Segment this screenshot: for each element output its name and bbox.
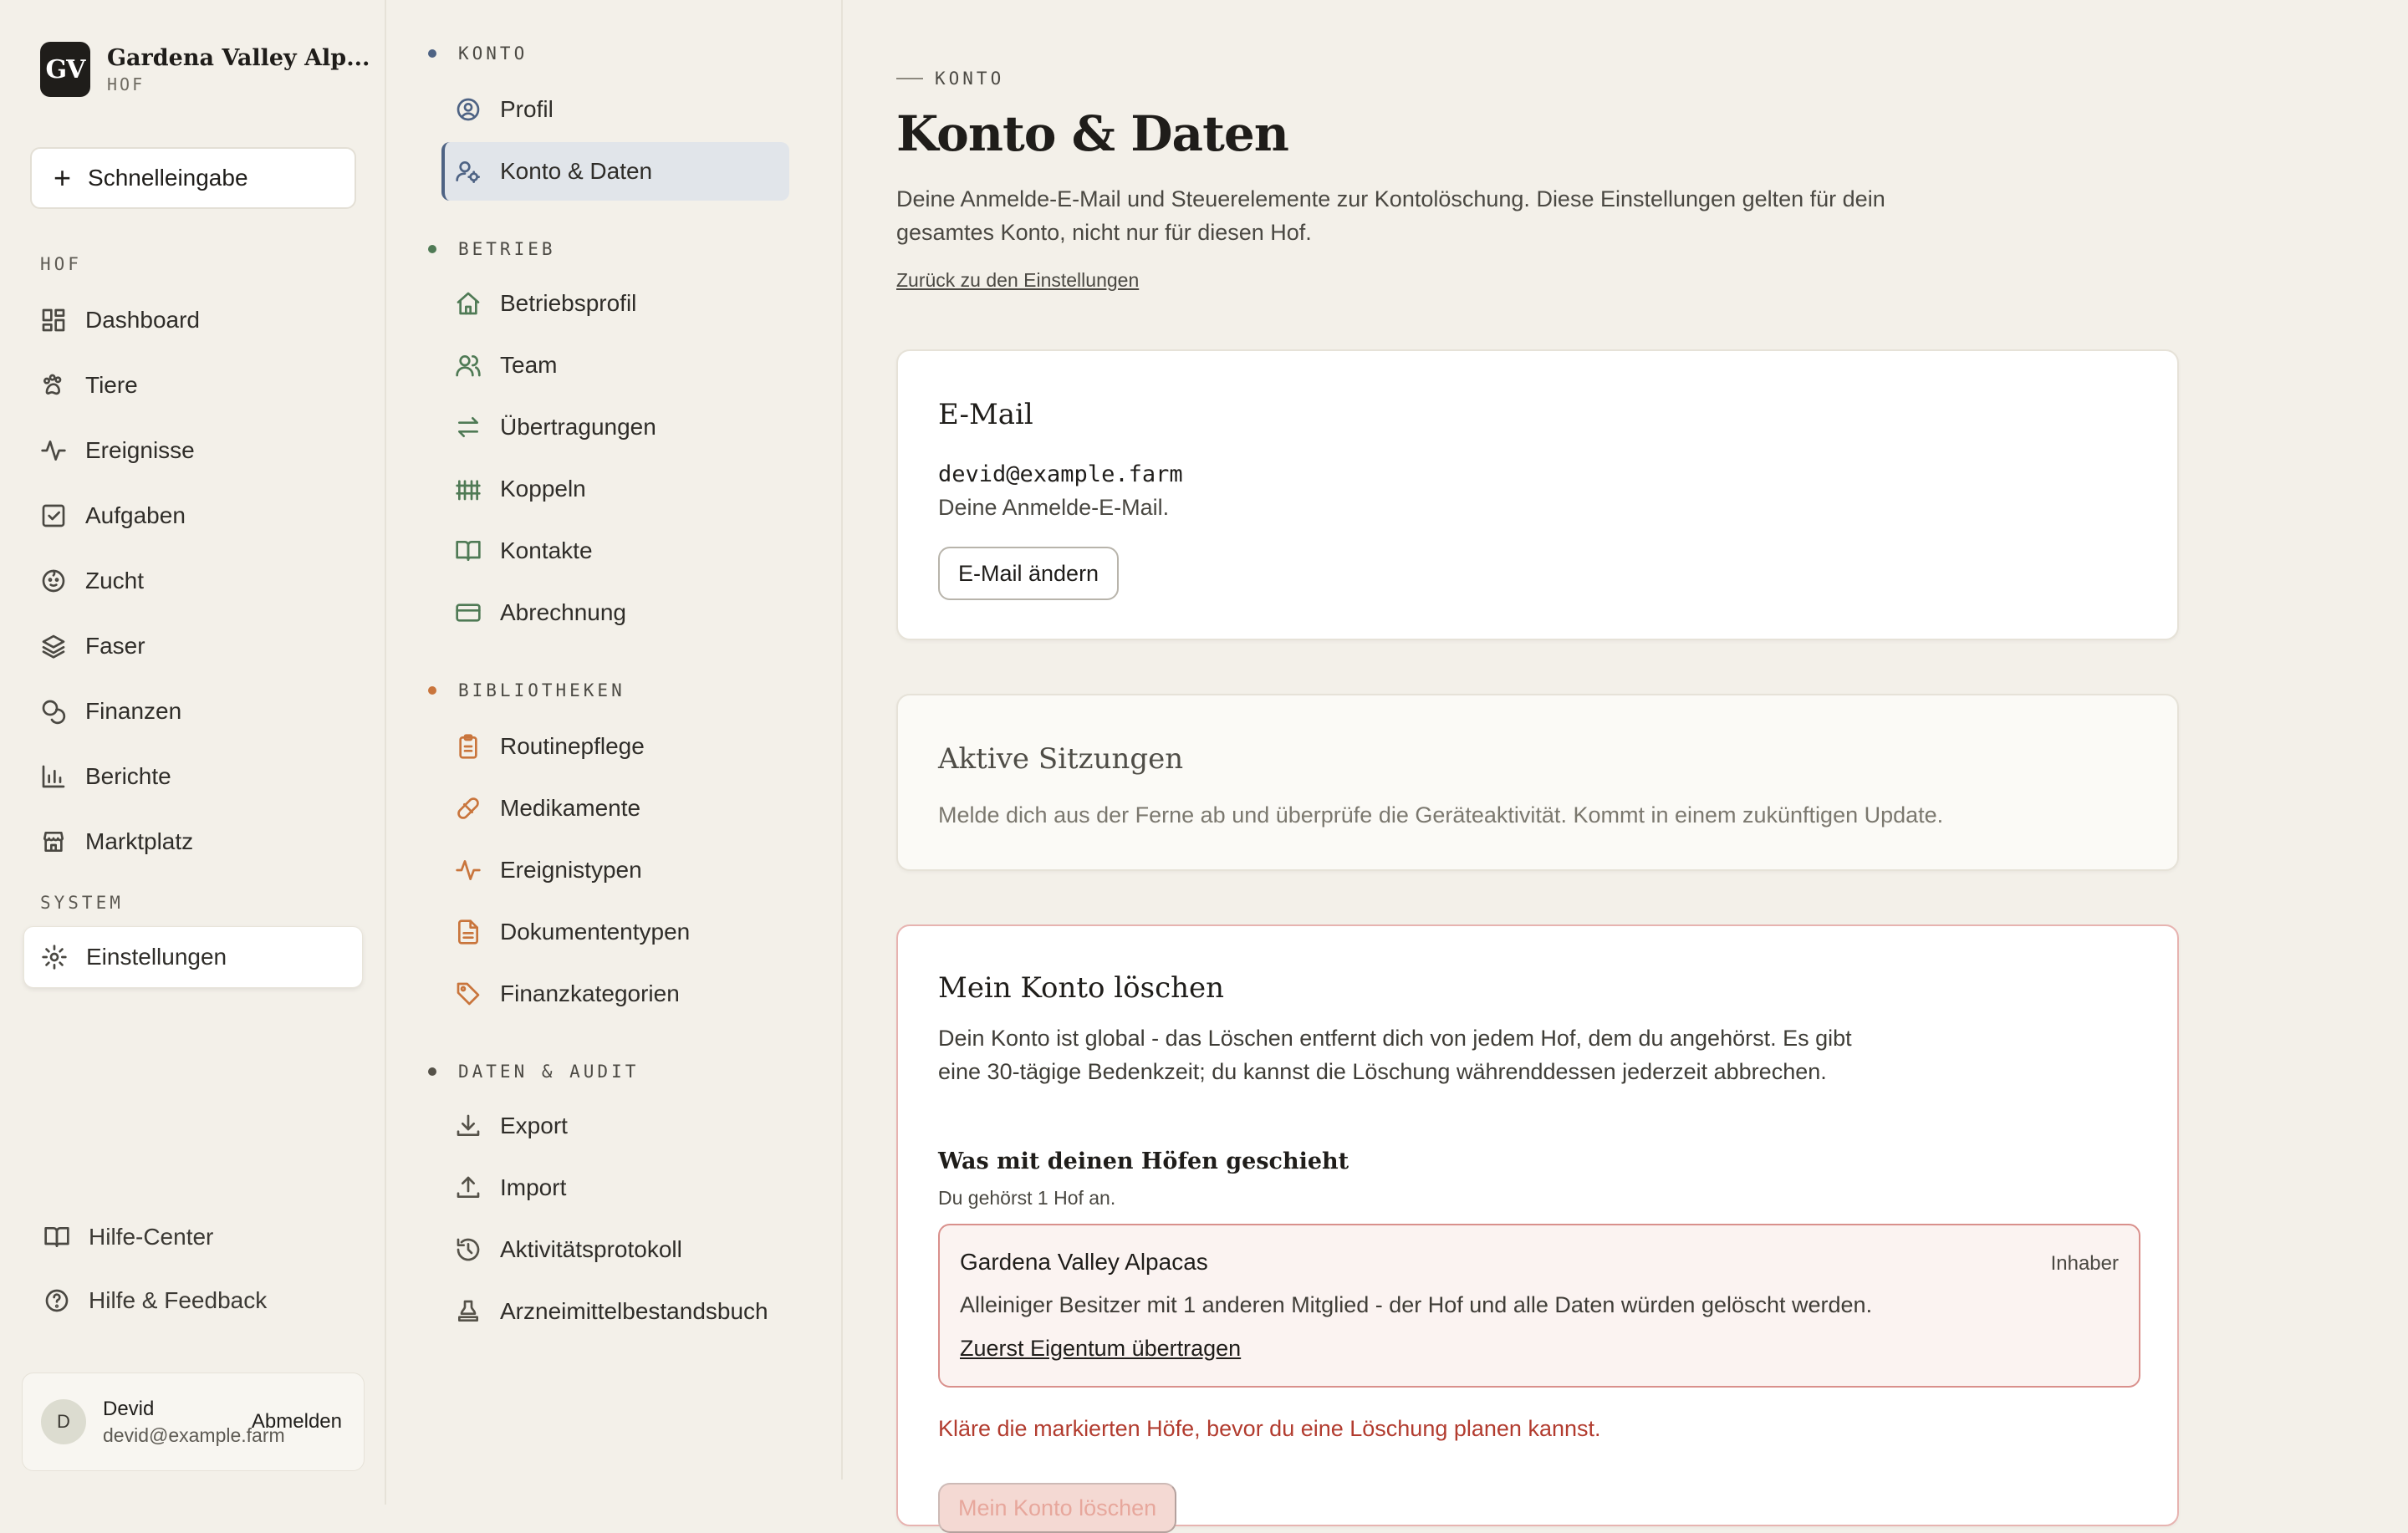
page-eyebrow [896,69,1004,89]
farm-logo: GV [40,42,90,97]
section-dot [428,245,436,253]
activity-icon [40,437,67,464]
sessions-card [896,694,2179,871]
settings-item-routinepflege[interactable] [441,717,793,776]
fence-icon [455,476,482,502]
sidebar-item-label: Tiere [85,372,138,398]
page-description: Deine Anmelde-E-Mail und Steuerelemente zur Kontolöschung. Diese Einstellungen gelten für dein gesamtes Konto, nicht nur für diesen Hof. [896,186,1885,245]
sessions-description: Melde dich aus der Ferne ab und überprüfe die Geräteaktivität. Kommt in einem zukünftigen Update. [938,802,1944,828]
settings-item-label: Übertragungen [500,414,656,440]
settings-item-label: Routinepflege [500,733,645,759]
settings-item-ereignistypen[interactable] [441,841,793,899]
sidebar-item-zucht[interactable] [23,550,363,612]
settings-item-medikamente[interactable] [441,779,793,838]
settings-item-label: Dokumententypen [500,919,691,945]
sidebar-item-einstellungen[interactable] [23,926,363,988]
settings-item-label: Medikamente [500,795,641,821]
settings-item-label: Import [500,1174,567,1200]
farm-name: Gardena Valley Alpacas [960,1249,1208,1275]
settings-item-abrechnung[interactable] [441,583,793,642]
farm-name: Gardena Valley Alp... [107,44,370,71]
page-title: Konto & Daten [896,105,1288,162]
settings-item-label: Export [500,1113,568,1138]
farm-subtitle: HOF [107,74,145,94]
settings-section-daten [458,1062,639,1082]
settings-item-label: Team [500,352,558,378]
help-center-link[interactable] [43,1212,213,1262]
settings-item-finanzkategorien[interactable] [441,965,793,1023]
download-icon [455,1113,482,1139]
clipboard-icon [455,733,482,760]
help-feedback-link[interactable] [43,1276,267,1326]
sidebar-item-label: Finanzen [85,698,182,724]
sidebar [0,0,386,1505]
book-open-icon [455,537,482,564]
user-card [22,1373,365,1471]
paw-icon [40,372,67,399]
farms-count-note: Du gehörst 1 Hof an. [938,1187,1116,1209]
settings-item-label: Betriebsprofil [500,290,637,316]
settings-item-label: Kontakte [500,537,593,563]
sidebar-item-label: Marktplatz [85,828,194,854]
settings-item-aktivitaetsprotokoll[interactable] [441,1220,793,1279]
settings-section-konto [458,43,528,64]
dashboard-icon [40,307,67,334]
sidebar-item-marktplatz[interactable] [23,811,363,873]
settings-item-label: Konto & Daten [500,158,653,184]
layers-icon [40,633,67,660]
user-cog-icon [455,158,482,185]
section-dot [428,686,436,695]
settings-item-koppeln[interactable] [441,460,793,518]
settings-item-team[interactable] [441,336,793,395]
delete-account-button[interactable]: Mein Konto löschen [938,1483,1176,1533]
bar-chart-icon [40,763,67,790]
user-name: Devid [103,1397,155,1420]
store-icon [40,828,67,855]
sidebar-item-label: Faser [85,633,145,659]
upload-icon [455,1174,482,1201]
pill-icon [455,795,482,822]
settings-item-label: Koppeln [500,476,586,502]
sidebar-item-faser[interactable] [23,615,363,677]
settings-item-label: Profil [500,96,554,122]
users-icon [455,352,482,379]
section-label-hof: HOF [40,254,82,274]
settings-nav [388,0,843,1480]
farm-switcher[interactable] [40,42,370,97]
email-card [896,349,2179,640]
farm-note: Alleiniger Besitzer mit 1 anderen Mitglied - der Hof und alle Daten würden gelöscht werden. [960,1292,1873,1317]
change-email-button[interactable]: E-Mail ändern [938,547,1119,600]
quick-entry-button[interactable] [30,147,356,209]
help-center-label: Hilfe-Center [89,1224,214,1250]
sidebar-item-ereignisse[interactable] [23,420,363,481]
transfer-ownership-link[interactable]: Zuerst Eigentum übertragen [960,1336,1242,1361]
sidebar-item-tiere[interactable] [23,354,363,416]
help-feedback-label: Hilfe & Feedback [89,1287,268,1313]
settings-item-uebertragungen[interactable] [441,398,793,456]
settings-item-betriebsprofil[interactable] [441,274,793,333]
settings-item-konto-daten[interactable] [441,142,789,201]
sidebar-item-dashboard[interactable] [23,289,363,351]
settings-item-label: Arzneimittelbestandsbuch [500,1298,768,1324]
settings-item-label: Abrechnung [500,599,627,625]
sidebar-item-label: Einstellungen [86,944,227,970]
avatar: D [41,1399,86,1444]
delete-description: Dein Konto ist global - das Löschen entfernt dich von jedem Hof, dem du angehörst. Es gibt eine 30-tägige Bedenkzeit; du kannst die Löschung währenddessen jederzeit abbrechen. [938,1026,1852,1084]
settings-item-kontakte[interactable] [441,522,793,580]
farms-subheading: Was mit deinen Höfen geschieht [938,1148,1349,1174]
coins-icon [40,698,67,725]
sidebar-item-label: Berichte [85,763,171,789]
main-content [896,0,2184,1520]
farm-role-badge: Inhaber [2050,1252,2119,1275]
flagged-farm [938,1224,2140,1388]
sidebar-item-label: Dashboard [85,307,200,333]
sessions-card-title: Aktive Sitzungen [938,742,1184,776]
settings-item-label: Finanzkategorien [500,980,680,1006]
settings-item-dokumententypen[interactable] [441,903,793,961]
history-icon [455,1236,482,1263]
plus-icon: + [54,160,72,195]
settings-item-arzneimittelbestandsbuch[interactable] [441,1282,793,1341]
sidebar-item-aufgaben[interactable] [23,485,363,547]
section-dot [428,49,436,58]
section-label: DATEN & AUDIT [458,1062,640,1082]
delete-warning: Kläre die markierten Höfe, bevor du eine Löschung planen kannst. [938,1416,1601,1441]
section-label: BETRIEB [458,239,556,259]
sidebar-item-label: Ereignisse [85,437,195,463]
settings-section-betrieb [458,239,556,259]
tag-icon [455,980,482,1007]
delete-card-title: Mein Konto löschen [938,971,1225,1005]
settings-item-profil[interactable] [441,80,793,139]
home-icon [455,290,482,317]
sidebar-item-berichte[interactable] [23,746,363,807]
delete-account-card [896,924,2179,1526]
gear-icon [41,944,68,970]
eyebrow-text: KONTO [935,69,1005,89]
user-email: devid@example.farm [103,1424,285,1446]
settings-item-label: Ereignistypen [500,857,642,883]
section-label-system: SYSTEM [40,893,124,913]
help-circle-icon [43,1287,70,1314]
email-card-title: E-Mail [938,398,1033,431]
settings-section-bibliotheken [458,680,625,700]
settings-item-import[interactable] [441,1159,793,1217]
stamp-icon [455,1298,482,1325]
checkbox-icon [40,502,67,529]
sidebar-item-finanzen[interactable] [23,680,363,742]
settings-item-label: Aktivitätsprotokoll [500,1236,682,1262]
back-to-settings-link[interactable]: Zurück zu den Einstellungen [896,269,1140,291]
eyebrow-line [896,78,923,79]
sidebar-item-label: Zucht [85,568,145,593]
section-dot [428,1067,436,1076]
section-label: KONTO [458,43,528,64]
sidebar-item-label: Aufgaben [85,502,186,528]
transfer-icon [455,414,482,441]
user-circle-icon [455,96,482,123]
credit-card-icon [455,599,482,626]
baby-icon [40,568,67,594]
file-text-icon [455,919,482,945]
section-label: BIBLIOTHEKEN [458,680,625,700]
email-note: Deine Anmelde-E-Mail. [938,495,1170,520]
email-address: devid@example.farm [938,461,1183,487]
quick-entry-label: Schnelleingabe [88,165,248,191]
book-icon [43,1224,70,1250]
activity-icon [455,857,482,884]
settings-item-export[interactable] [441,1097,793,1155]
logout-button[interactable]: Abmelden [251,1410,342,1433]
